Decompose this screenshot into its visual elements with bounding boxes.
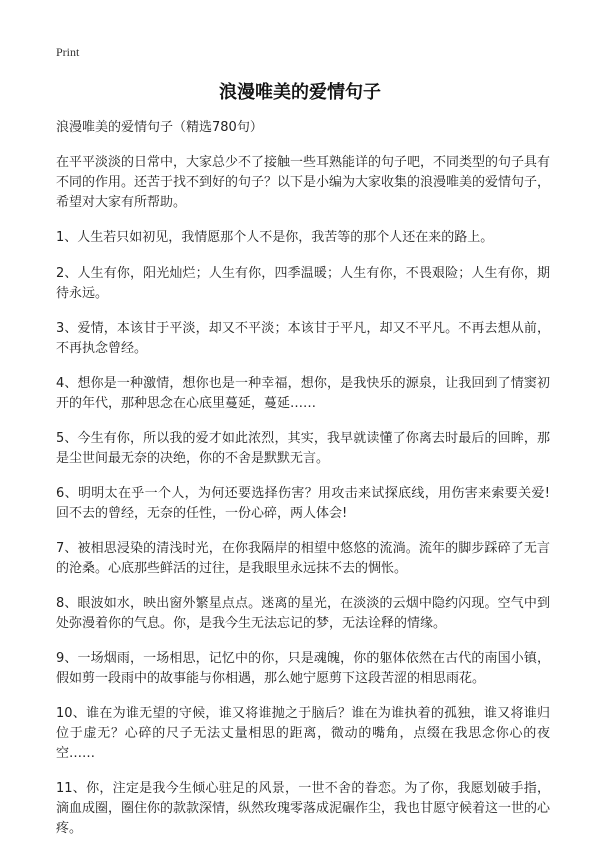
- list-item: 9、一场烟雨，一场相思，记忆中的你，只是魂魄，你的躯体依然在古代的南国小镇，假如剪一段雨中的故事能与你相遇，那么她宁愿剪下这段苦涩的相思雨花。: [56, 651, 550, 686]
- list-item: 8、眼波如水，映出窗外繁星点点。迷离的星光，在淡淡的云烟中隐约闪现。空气中到处弥漫着你的气息。你，是我今生无法忘记的梦，无法诠释的情缘。: [56, 596, 550, 631]
- list-item: 10、谁在为谁无望的守候，谁又将谁抛之于脑后？谁在为谁执着的孤独，谁又将谁归位于虚无？心碎的尺子无法丈量相思的距离，微动的嘴角，点缀在我思念你心的夜空……: [56, 706, 550, 761]
- page-title: 浪漫唯美的爱情句子: [219, 82, 381, 103]
- list-item: 11、你，注定是我今生倾心驻足的风景，一世不舍的眷恋。为了你，我愿划破手指，滴血成圈，圈住你的款款深情，纵然玫瑰零落成泥碾作尘，我也甘愿守候着这一世的心疼。: [56, 781, 551, 836]
- list-item: 6、明明太在乎一个人，为何还要选择伤害？用攻击来试探底线，用伤害来索要关爱!回不去的曾经，无奈的任性，一份心碎，两人体会!: [56, 486, 550, 521]
- list-item: 1、人生若只如初见，我情愿那个人不是你，我苦等的那个人还在来的路上。: [56, 230, 494, 245]
- article-subtitle: 浪漫唯美的爱情句子（精选780句）: [56, 120, 263, 135]
- list-item: 5、今生有你，所以我的爱才如此浓烈，其实，我早就读懂了你离去时最后的回眸，那是尘世间最无奈的决绝，你的不舍是默默无言。: [56, 431, 550, 466]
- list-item: 2、人生有你，阳光灿烂；人生有你，四季温暖；人生有你，不畏艰险；人生有你，期待永远。: [56, 266, 550, 301]
- list-item: 3、爱情，本该甘于平淡，却又不平淡；本该甘于平凡，却又不平凡。不再去想从前，不再执念曾经。: [56, 321, 550, 356]
- article-body: [56, 118, 550, 854]
- print-label: Print: [56, 45, 80, 59]
- list-item: 7、被相思浸染的清浅时光，在你我隔岸的相望中悠悠的流淌。流年的脚步踩碎了无言的沧桑。心底那些鲜活的过往，是我眼里永远抹不去的惆怅。: [56, 541, 550, 576]
- intro-paragraph: 在平平淡淡的日常中，大家总少不了接触一些耳熟能详的句子吧，不同类型的句子具有不同的作用。还苦于找不到好的句子？以下是小编为大家收集的浪漫唯美的爱情句子，希望对大家有所帮助。: [56, 155, 551, 210]
- list-item: 4、想你是一种激情，想你也是一种幸福，想你，是我快乐的源泉，让我回到了情窦初开的年代，那种思念在心底里蔓延，蔓延……: [56, 376, 550, 411]
